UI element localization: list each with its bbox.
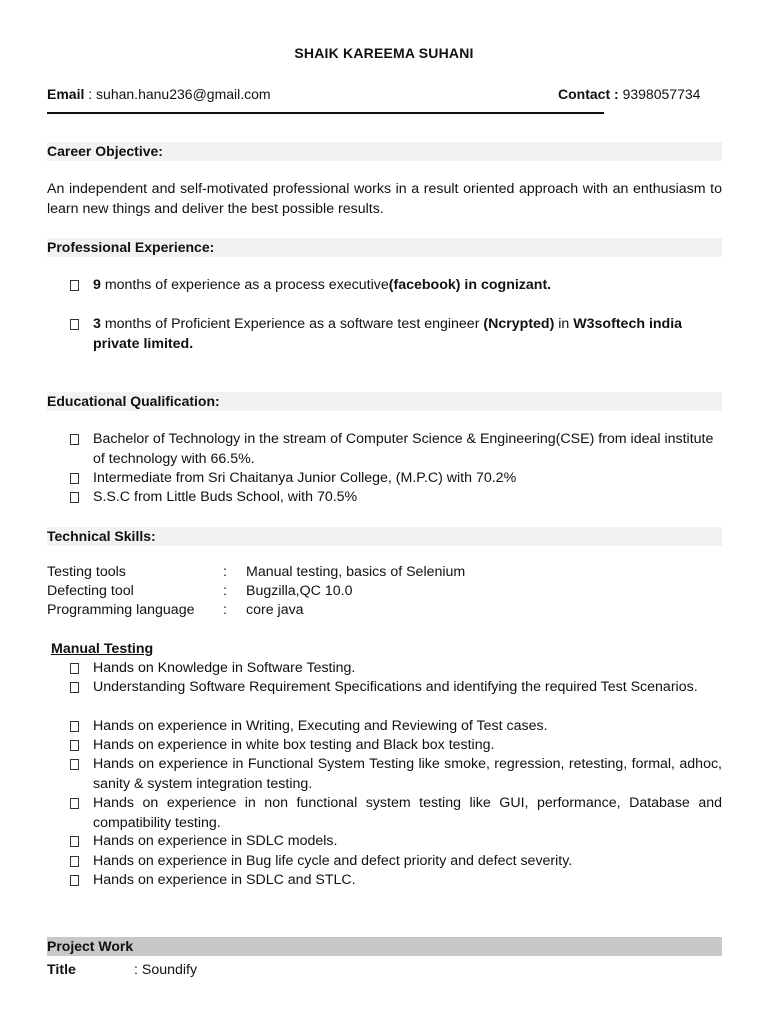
education-heading: Educational Qualification: [47,392,722,411]
skill-value: core java [246,602,304,618]
project-heading: Project Work [47,937,722,956]
bullet-box-icon [70,798,79,809]
skill-value: Manual testing, basics of Selenium [246,564,466,580]
experience-desc: months of experience as a process executive [100,277,389,293]
bullet-box-icon [70,875,79,886]
bullet-box-icon [70,319,79,330]
education-text: S.S.C from Little Buds School, with 70.5% [93,489,358,505]
education-text: Bachelor of Technology in the stream of Computer Science & Engineering(CSE) from ideal institute of technology with 66.5%. [93,431,714,467]
contact-block [558,86,700,102]
contact-label: Contact : [558,86,619,102]
bullet-box-icon [70,492,79,503]
bullet-box-icon [70,280,79,291]
email-value: : suhan.hanu236@gmail.com [88,86,271,102]
project-title-label: Title [47,962,76,978]
bullet-box-icon [70,721,79,732]
manual-testing-text: Hands on experience in SDLC and STLC. [93,872,356,888]
skill-colon: : [223,602,227,618]
bullet-box-icon [70,473,79,484]
skill-label: Defecting tool [47,583,134,599]
bullet-box-icon [70,856,79,867]
skill-colon: : [223,564,227,580]
skills-heading: Technical Skills: [47,527,722,546]
experience-company: (facebook) in cognizant. [388,277,552,293]
skill-label: Programming language [47,602,195,618]
career-objective-heading: Career Objective: [47,142,722,161]
experience-heading: Professional Experience: [47,238,722,257]
career-objective-text: An independent and self-motivated professional works in a result oriented approach with an enthusiasm to learn new things and deliver the best possible results. [47,181,722,217]
skill-value: Bugzilla,QC 10.0 [246,583,353,599]
bullet-box-icon [70,740,79,751]
manual-testing-heading: Manual Testing [51,641,154,657]
skill-label: Testing tools [47,564,126,580]
bullet-box-icon [70,663,79,674]
project-title-value: : Soundify [134,962,198,978]
manual-testing-text: Hands on experience in Functional System Testing like smoke, regression, retesting, formal, adhoc, sanity & system integration testing. [93,756,722,792]
experience-company: W3softech india private limited. [93,316,683,352]
bullet-box-icon [70,434,79,445]
manual-testing-text: Hands on experience in SDLC models. [93,833,338,849]
contact-value: 9398057734 [622,86,701,102]
manual-testing-text: Hands on experience in non functional system testing like GUI, performance, Database and compatibility testing. [93,795,722,831]
manual-testing-text: Hands on experience in Bug life cycle and defect priority and defect severity. [93,853,573,869]
manual-testing-text: Hands on Knowledge in Software Testing. [93,660,356,676]
manual-testing-text: Hands on experience in white box testing and Black box testing. [93,737,495,753]
experience-desc: months of Proficient Experience as a software test engineer [100,316,484,332]
experience-connector: in [554,316,574,332]
manual-testing-text: Hands on experience in Writing, Executing and Reviewing of Test cases. [93,718,548,734]
email-label: Email [47,86,85,102]
project-title-row [47,962,198,978]
bullet-box-icon [70,836,79,847]
bullet-box-icon [70,759,79,770]
experience-project: (Ncrypted) [483,316,555,332]
bullet-box-icon [70,682,79,693]
skill-colon: : [223,583,227,599]
education-text: Intermediate from Sri Chaitanya Junior College, (M.P.C) with 70.2% [93,470,517,486]
candidate-name: SHAIK KAREEMA SUHANI [294,45,474,61]
manual-testing-text: Understanding Software Requirement Specifications and identifying the required Test Scenarios. [93,679,698,695]
experience-months: 9 [93,277,101,293]
header-divider [47,112,604,114]
contact-row [47,86,727,102]
experience-months: 3 [93,316,101,332]
